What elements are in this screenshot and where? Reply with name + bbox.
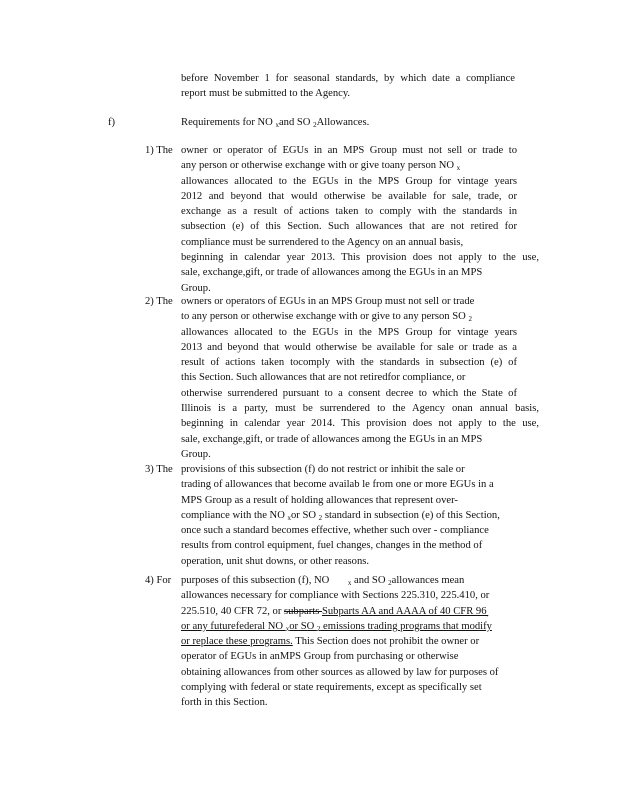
- paragraph-2: owners or operators of EGUs in an MPS Group must not sell or trade to any person or otherwise exchange with or give to any person SO $_2$ allowances allocated to the EGUs in the MPS Group for vintage years 2013 and beyond that would otherwise be available for sale or trade as a result of actions taken tocomply with the standards in subsection (e) of this Section. Such allowances that are not retiredfor compliance, or otherwise surrendered pursuant to a consent decree to which the State of Illinois is a party, must be surrendered to the Agency onan annual basis, beginning in calendar year 2014. This provision does not apply to the use, sale, exchange,gift, or trade of allowances among the EGUs in an MPS Group.: [181, 296, 539, 460]
- paragraph-3-marker: 3) The: [145, 464, 173, 475]
- paragraph-1: owner or operator of EGUs in an MPS Group must not sell or trade to any person or otherwise exchange with or give toany person NO $_x$ allowances allocated to the EGUs in the MPS Group for vintage years 2012 and beyond that would otherwise be available for sale, trade, or exchange as a result of actions taken to comply with the standards in subsection (e) of this Section. Such allowances that are not retired for compliance must be surrendered to the Agency on an annual basis, beginning in calendar year 2013. This provision does not apply to the use, sale, exchange,gift, or trade of allowances among the EGUs in an MPS Group.: [181, 145, 539, 294]
- intro-line-1: before November 1 for seasonal standards, by which date a compliance: [181, 73, 515, 84]
- intro-paragraph: [181, 71, 515, 102]
- inserted-text: or replace these programs.: [181, 636, 293, 648]
- intro-line-2: report must be submitted to the Agency.: [181, 88, 351, 100]
- deleted-text: subparts: [284, 605, 322, 617]
- inserted-text: Subparts AA and AAAA of 40 CFR $96_,$: [321, 605, 489, 618]
- paragraph-4-marker: 4) For: [145, 575, 172, 586]
- subsection-f-label: f): [108, 117, 116, 128]
- paragraph-3: provisions of this subsection (f) do not restrict or inhibit the sale or trading of allowances that become availab le from one or more EGUs in a MPS Group as a result of holding allowances that represent over- compliance with the NO $_x$or SO $_2$ standard in subsection (e) of this Section, once such a standard becomes effective, whether such over - compliance results from control equipment, fuel changes, changes in the method of operation, unit shut downs, or other reasons.: [181, 464, 500, 567]
- paragraph-1-marker: 1) The: [145, 145, 173, 156]
- paragraph-2-marker: 2) The: [145, 296, 173, 307]
- subsection-f-heading: Requirements for NO $_x$and SO $_2$Allowances.: [181, 117, 370, 129]
- inserted-text: or any futurefederal NO $_x$or SO $_2$ emissions trading programs that modify: [181, 620, 492, 633]
- paragraph-4: purposes of this subsection (f), NO $_x$ and SO $_2$allowances mean allowances necessary for compliance with Sections 225.310, 225.410, or 225.510, 40 CFR 72, or subparts Subparts AA and AAAA of 40 CFR $96_,$ or any futurefederal NO $_x$or SO $_2$ emissions trading programs that modify or replace these programs. This Section does not prohibit the owner or operator of EGUs in anMPS Group from purchasing or otherwise obtaining allowances from other sources as allowed by law for purposes of complying with federal or state requirements, except as specifically set forth in this Section.: [181, 575, 499, 709]
